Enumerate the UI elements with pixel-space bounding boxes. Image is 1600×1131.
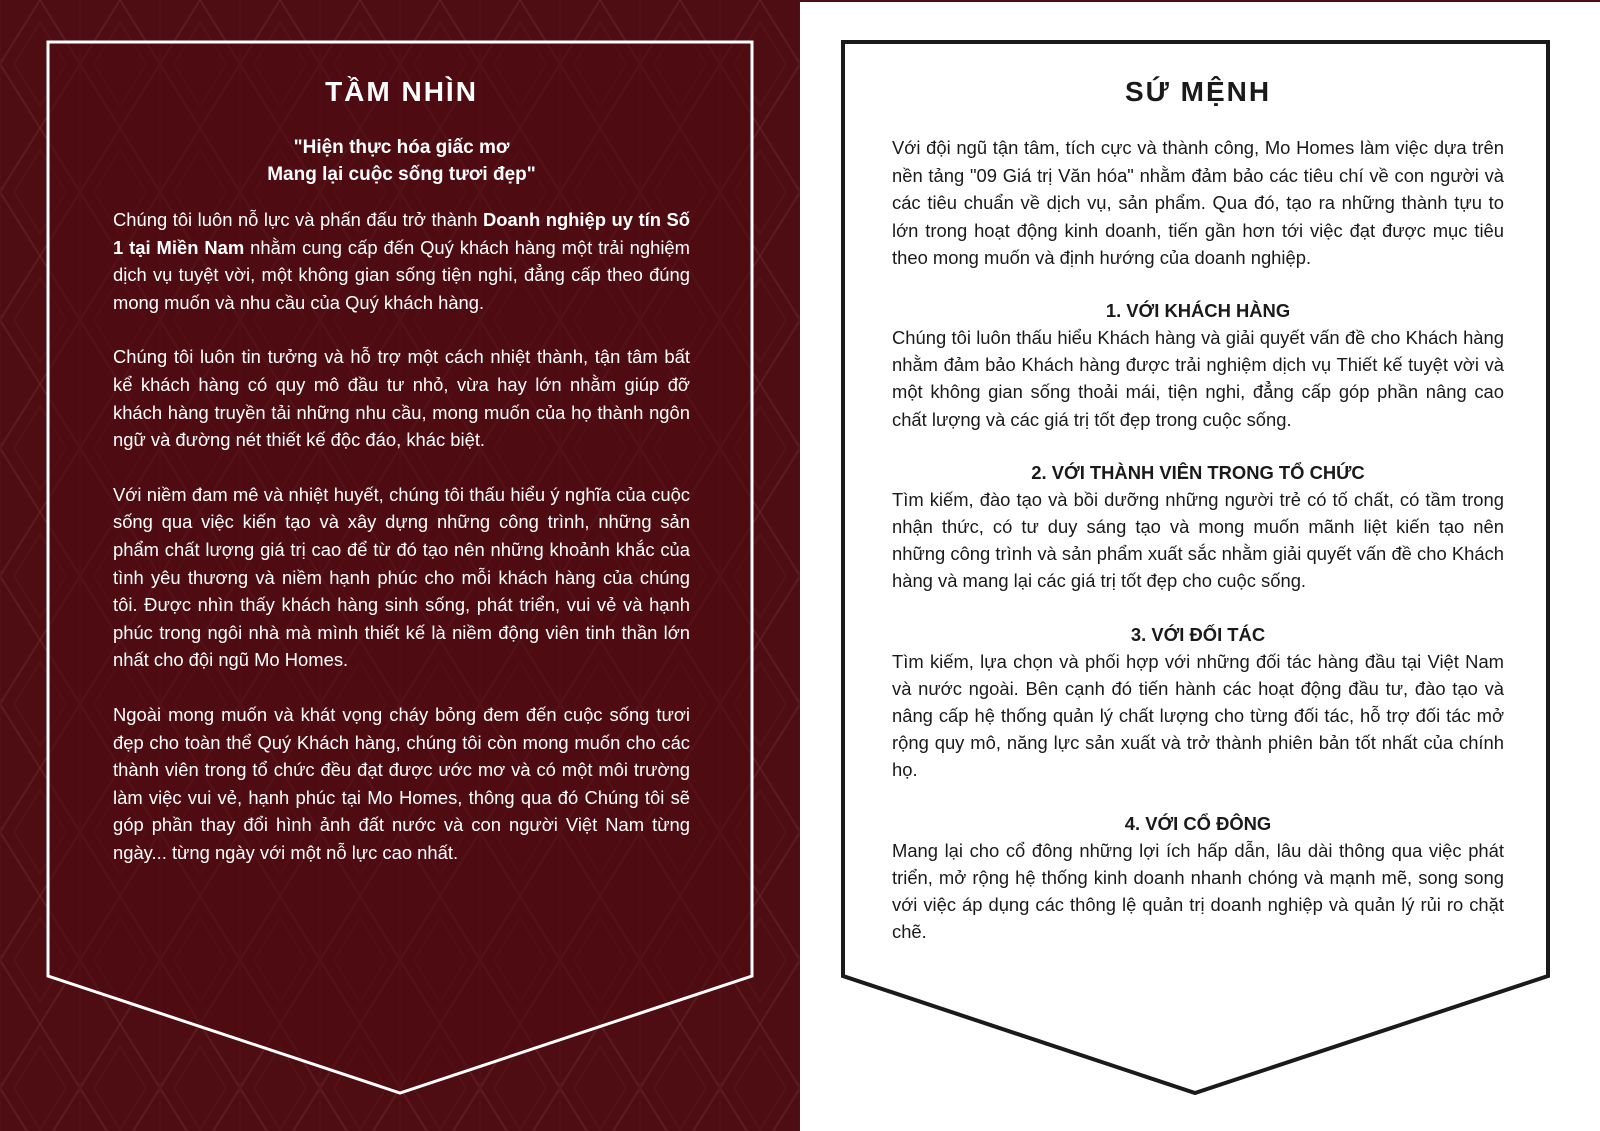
- vision-paragraph-4: Ngoài mong muốn và khát vọng cháy bỏng đem đến cuộc sống tươi đẹp cho toàn thể Quý Khách hàng, chúng tôi còn mong muốn cho các thành viên trong tổ chức đều đạt được ước mơ và có một môi trường làm việc vui vẻ, hạnh phúc tại Mo Homes, thông qua đó Chúng tôi sẽ góp phần thay đổi hình ảnh đất nước và con người Việt Nam từng ngày... từng ngày với một nỗ lực cao nhất.: [113, 703, 690, 863]
- vision-paragraph-3: Với niềm đam mê và nhiệt huyết, chúng tôi thấu hiểu ý nghĩa của cuộc sống qua việc kiến tạo và xây dựng những công trình, những sản phẩm chất lượng giá trị cao để từ đó tạo nên những khoảnh khắc của tình yêu thương và niềm hạnh phúc cho mỗi khách hàng của chúng tôi. Được nhìn thấy khách hàng sinh sống, phát triển, vui vẻ và hạnh phúc trong ngôi nhà mà mình thiết kế là niềm động viên tinh thần lớn nhất cho đội ngũ Mo Homes.: [113, 483, 690, 671]
- mission-section-body: Tìm kiếm, lựa chọn và phối hợp với những đối tác hàng đầu tại Việt Nam và nước ngoài. Bên cạnh đó tiến hành các hoạt động đầu tư, đào tạo và nâng cấp hệ thống quản lý chất lượng cho từng đối tác, hỗ trợ đối tác mở rộng quy mô, năng lực sản xuất và trở thành phiên bản tốt nhất của chính họ.: [892, 650, 1504, 781]
- mission-section: [892, 297, 1504, 433]
- vision-p1-end: nhằm cung cấp đến Quý khách hàng một trải nghiệm dịch vụ tuyệt vời, một không gian sống tiện nghi, đẳng cấp theo đúng mong muốn và nhu cầu của Quý khách hàng.: [113, 236, 690, 313]
- mission-intro: Với đội ngũ tận tâm, tích cực và thành công, Mo Homes làm việc dựa trên nền tảng "09 Giá trị Văn hóa" nhằm đảm bảo các tiêu chí về con người và các tiêu chuẩn về dịch vụ, sản phẩm. Qua đó, tạo ra những thành tựu to lớn trong hoạt động kinh doanh, tiến gần hơn tới việc đạt được mục tiêu theo mong muốn và định hướng của doanh nghiệp.: [892, 137, 1504, 269]
- vision-title: TẦM NHÌN: [325, 76, 478, 107]
- vision-content: [113, 72, 690, 893]
- mission-section-body: Chúng tôi luôn thấu hiểu Khách hàng và giải quyết vấn đề cho Khách hàng nhằm đảm bảo Khách hàng được trải nghiệm dịch vụ Thiết kế tuyệt vời và một không gian sống thoải mái, tiện nghi, đẳng cấp góp phần nâng cao chất lượng và các giá trị tốt đẹp trong cuộc sống.: [892, 326, 1504, 430]
- mission-section: [892, 621, 1504, 784]
- mission-section-heading: 4. VỚI CỔ ĐÔNG: [1124, 812, 1272, 834]
- vision-paragraph-1: [113, 206, 690, 316]
- mission-section-heading: 1. VỚI KHÁCH HÀNG: [1105, 299, 1291, 321]
- mission-content: [892, 72, 1504, 971]
- mission-section-body: Mang lại cho cổ đông những lợi ích hấp dẫn, lâu dài thông qua việc phát triển, mở rộng hệ thống kinh doanh nhanh chóng và mạnh mẽ, song song với việc áp dụng các thông lệ quản trị doanh nghiệp và quản lý rủi ro chặt chẽ.: [892, 839, 1504, 943]
- mission-section-heading: 2. VỚI THÀNH VIÊN TRONG TỔ CHỨC: [1031, 461, 1365, 483]
- vision-paragraph-2: Chúng tôi luôn tin tưởng và hỗ trợ một cách nhiệt thành, tận tâm bất kể khách hàng có quy mô đầu tư nhỏ, vừa hay lớn nhằm giúp đỡ khách hàng truyền tải những nhu cầu, mong muốn của họ thành ngôn ngữ và đường nét thiết kế độc đáo, khác biệt.: [113, 346, 690, 451]
- vision-quote: [113, 134, 690, 188]
- mission-section-body: Tìm kiếm, đào tạo và bồi dưỡng những người trẻ có tố chất, có tầm trong nhận thức, có tư duy sáng tạo và mong muốn mãnh liệt kiến tạo nên những công trình và sản phẩm xuất sắc nhằm giải quyết vấn đề cho Khách hàng và mang lại các giá trị tốt đẹp cho cuộc sống.: [892, 488, 1504, 592]
- vision-quote-line-1: "Hiện thực hóa giấc mơ: [293, 137, 510, 158]
- mission-section: [892, 459, 1504, 595]
- vision-quote-line-2: Mang lại cuộc sống tươi đẹp": [267, 164, 536, 185]
- vision-p1-bold: Doanh nghiệp uy tín Số 1 tại Miền Nam: [113, 209, 690, 258]
- mission-title: SỨ MỆNH: [1124, 76, 1272, 107]
- vision-p1-start: Chúng tôi luôn nỗ lực và phấn đấu trở thành: [113, 209, 483, 230]
- mission-section-heading: 3. VỚI ĐỐI TÁC: [1130, 623, 1266, 645]
- mission-section: [892, 810, 1504, 946]
